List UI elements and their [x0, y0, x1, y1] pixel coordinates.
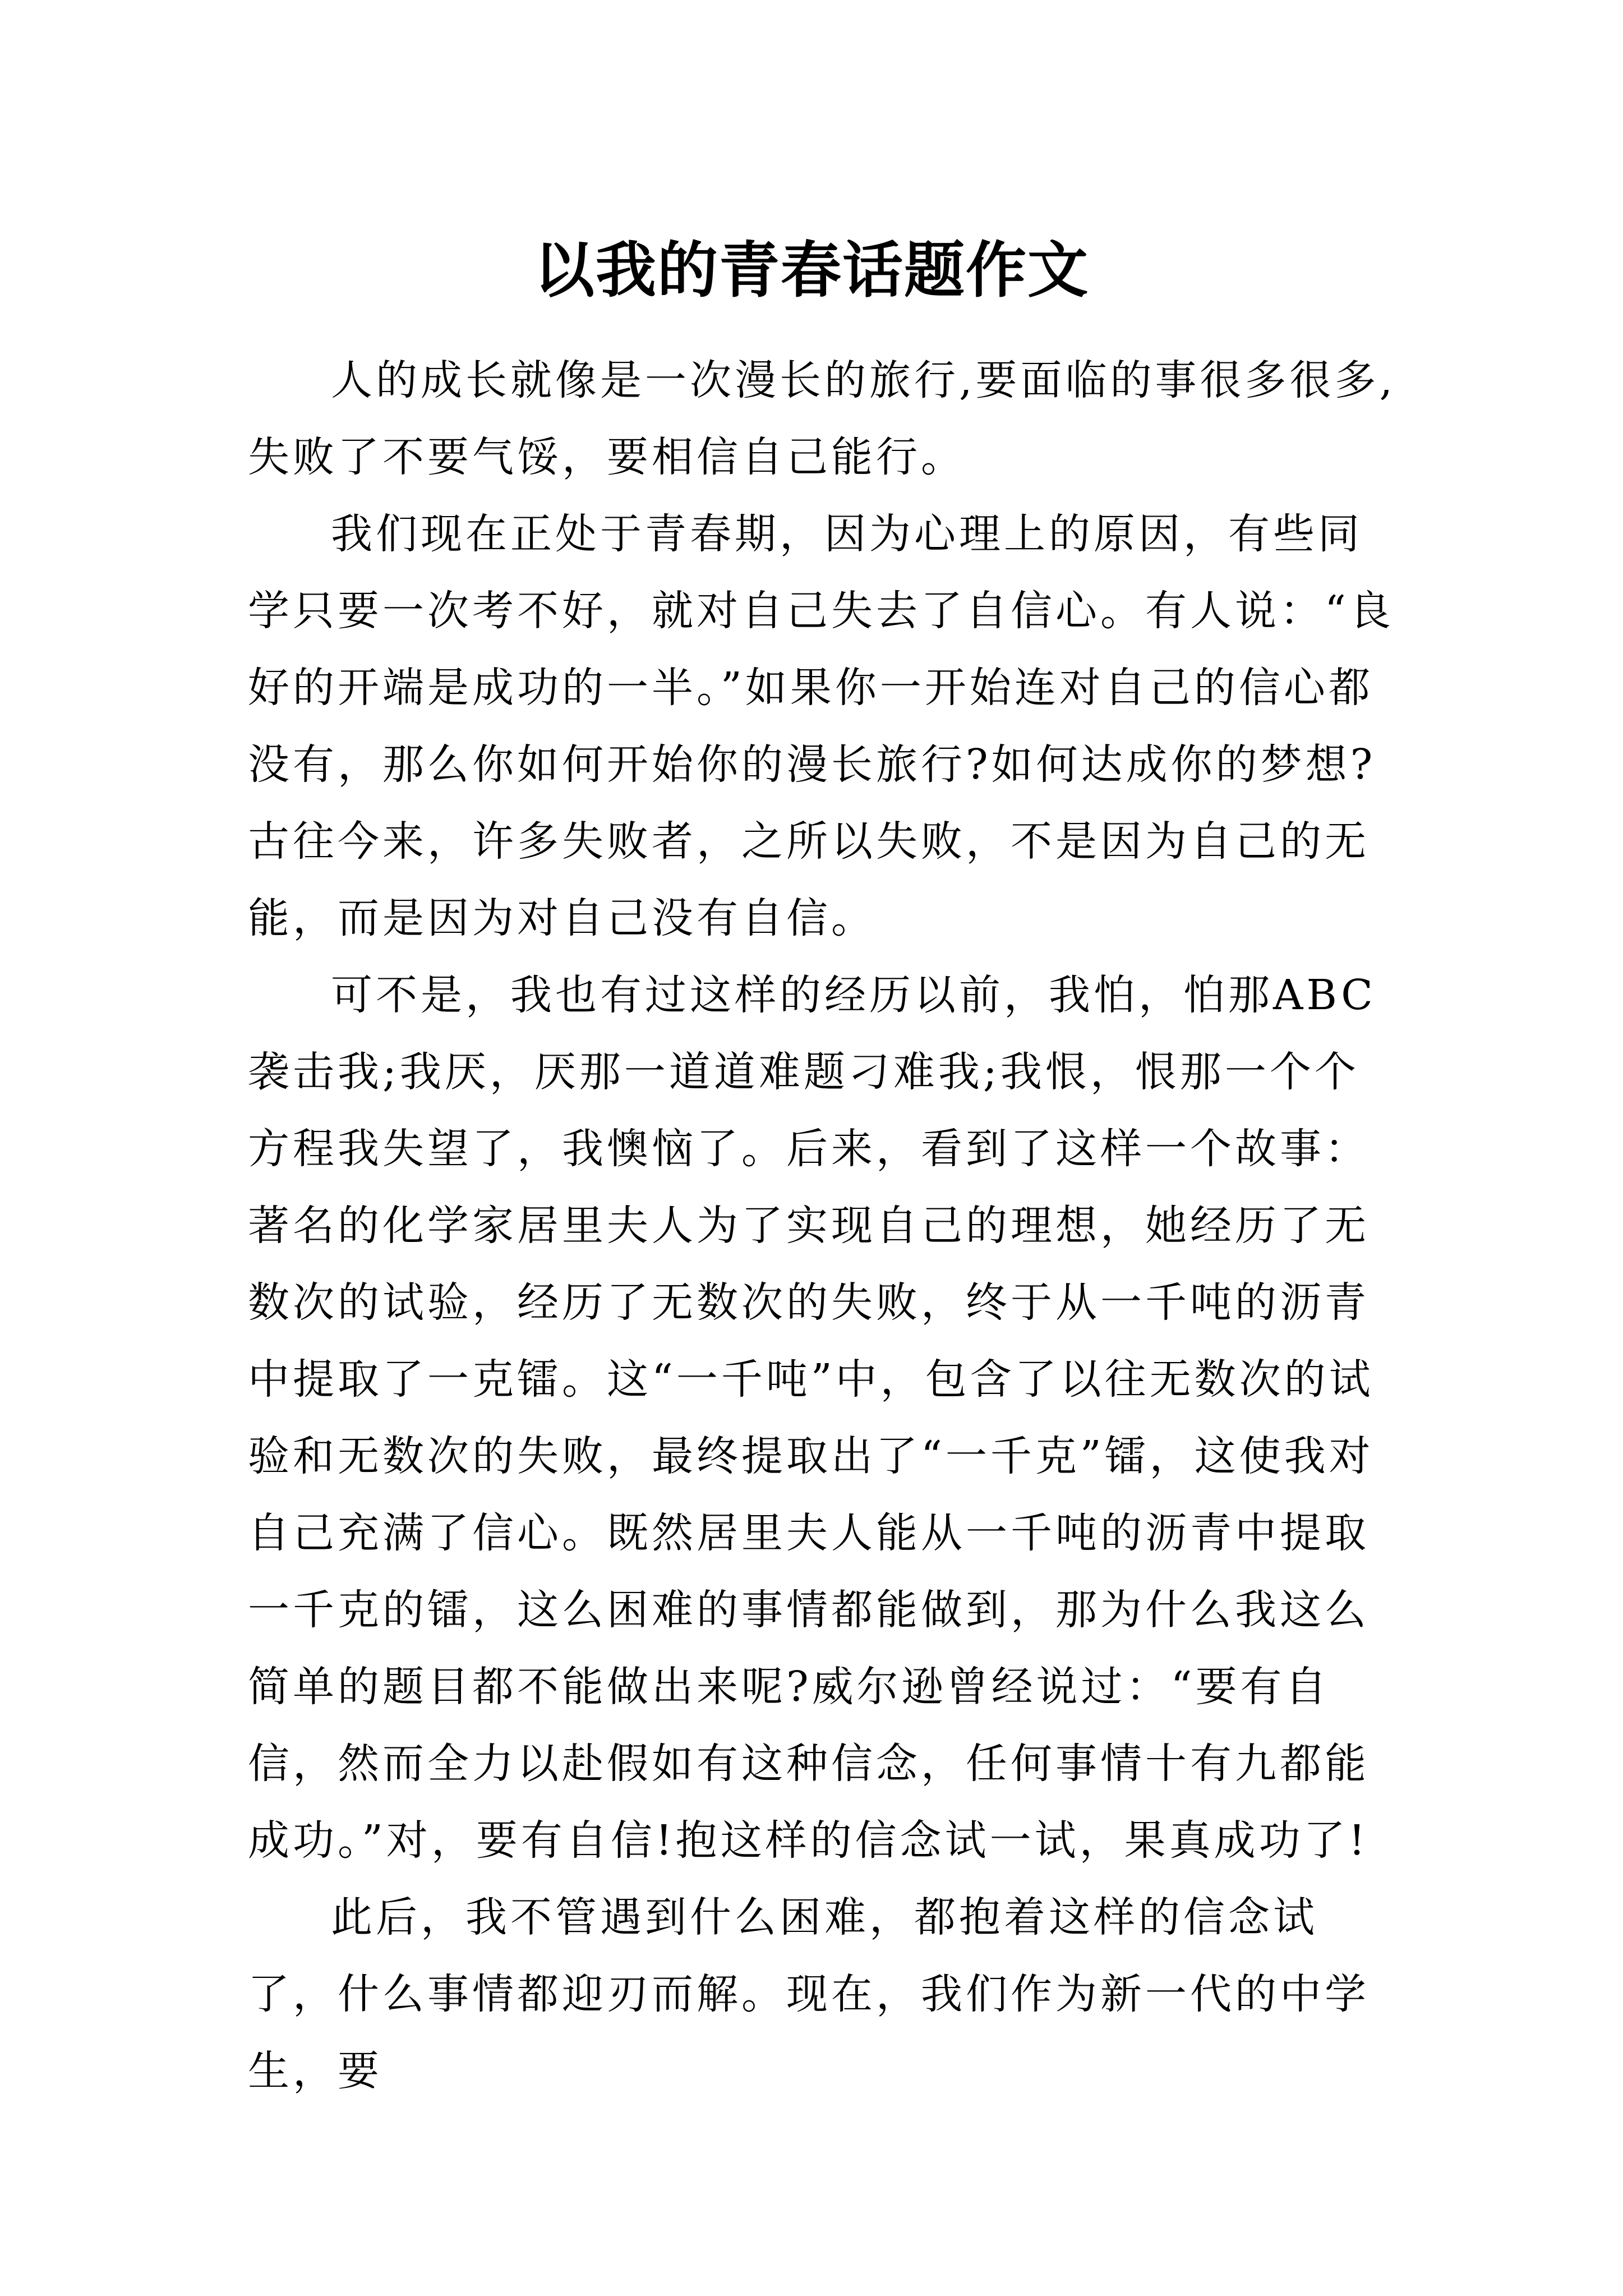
- paragraph-4: 此后，我不管遇到什么困难，都抱着这样的信念试了，什么事情都迎刃而解。现在，我们作为新一代的中学生，要: [248, 1893, 1370, 2095]
- paragraph-2: 我们现在正处于青春期，因为心理上的原因，有些同学只要一次考不好，就对自己失去了自信心。有人说：“良好的开端是成功的一半。”如果你一开始连对自己的信心都没有，那么你如何开始你的漫长旅行?如何达成你的梦想?古往今来，许多失败者，之所以失败，不是因为自己的无能，而是因为对自己没有自信。: [248, 510, 1394, 942]
- paragraph-1: 人的成长就像是一次漫长的旅行,要面临的事很多很多,失败了不要气馁，要相信自己能行。: [248, 356, 1396, 481]
- document-body: [248, 342, 1398, 2110]
- document-title: 以我的青春话题作文: [533, 235, 1089, 306]
- paragraph-3: 可不是，我也有过这样的经历以前，我怕，怕那ABC袭击我;我厌，厌那一道道难题刁难我;我恨，恨那一个个方程我失望了，我懊恼了。后来，看到了这样一个故事：著名的化学家居里夫人为了实现自己的理想，她经历了无数次的试验，经历了无数次的失败，终于从一千吨的沥青中提取了一克镭。这“一千吨”中，包含了以往无数次的试验和无数次的失败，最终提取出了“一千克”镭，这使我对自己充满了信心。既然居里夫人能从一千吨的沥青中提取一千克的镭，这么困难的事情都能做到，那为什么我这么简单的题目都不能做出来呢?威尔逊曾经说过：“要有自信，然而全力以赴假如有这种信念，任何事情十有九都能成功。”对，要有自信!抱这样的信念试一试，果真成功了!: [248, 971, 1376, 1865]
